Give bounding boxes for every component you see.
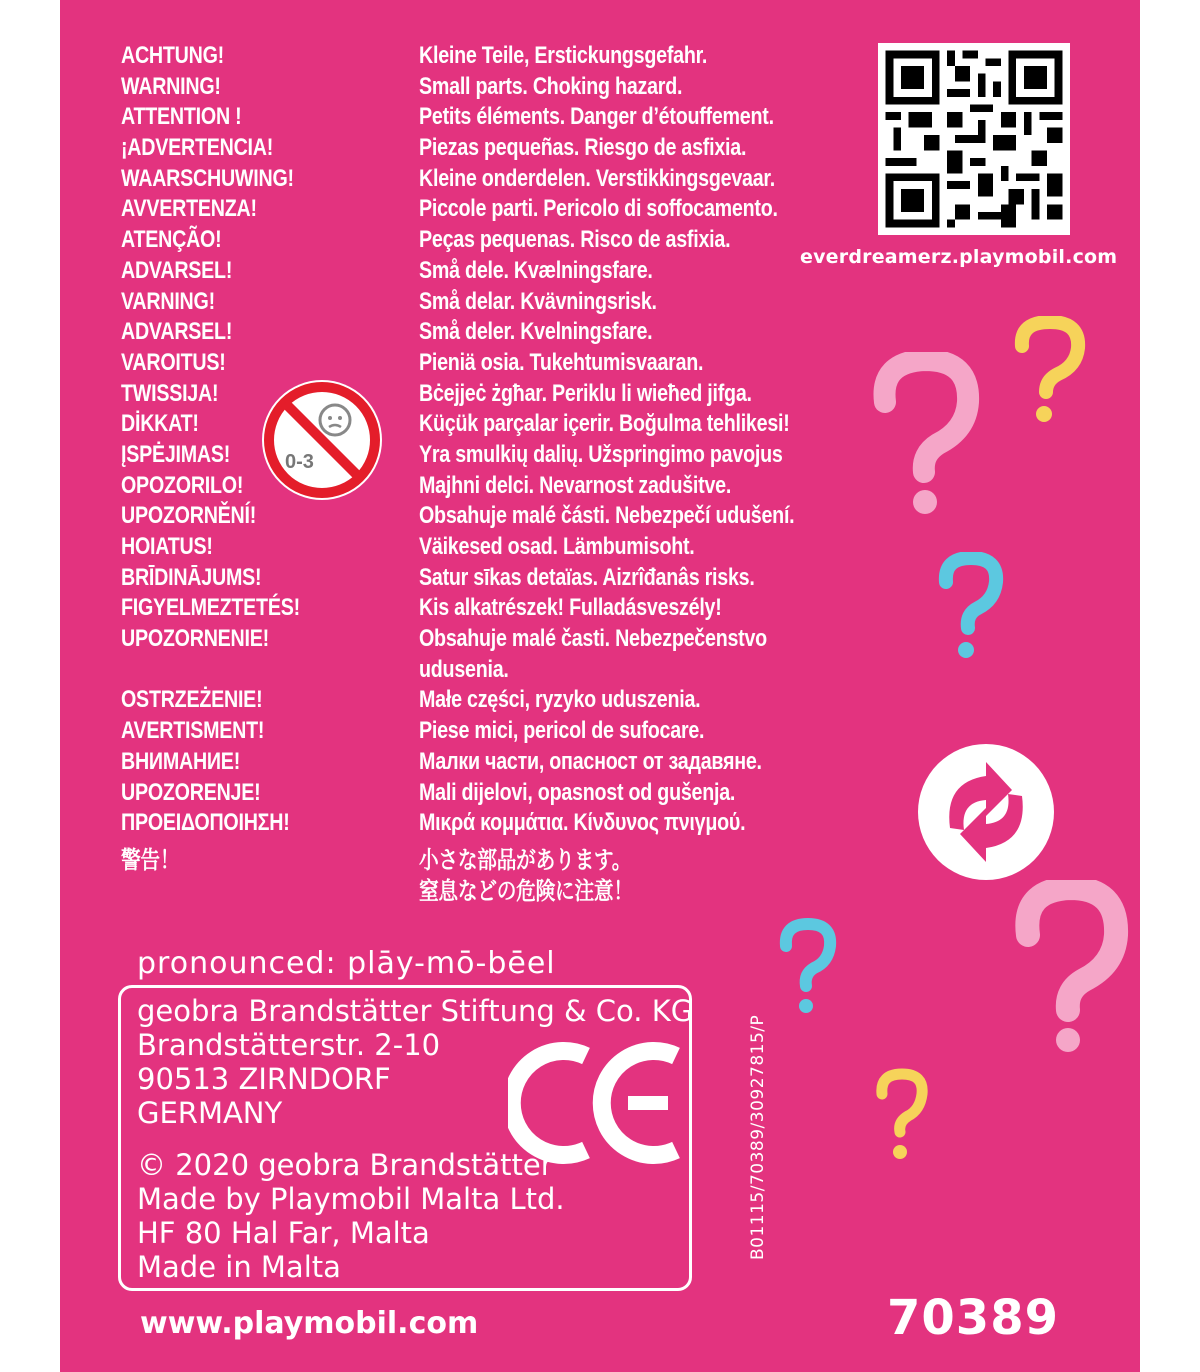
warning-word: DİKKAT! bbox=[121, 410, 199, 438]
warning-word: ATENÇÃO! bbox=[121, 226, 222, 254]
question-mark-icon bbox=[776, 918, 840, 1018]
warning-word: VARNING! bbox=[121, 287, 215, 315]
warning-word: ĮSPĖJIMAS! bbox=[121, 440, 231, 468]
warning-word: ВНИМАНИЕ! bbox=[121, 747, 241, 775]
age-label: 0-3 bbox=[285, 451, 314, 473]
warning-text: Majhni delci. Nevarnost zadušitve. bbox=[419, 471, 732, 499]
warning-text: Küçük parçalar içerir. Boğulma tehlikesi! bbox=[419, 410, 790, 438]
warning-word: BRĪDINĀJUMS! bbox=[121, 563, 262, 591]
not-for-children-under-3-icon bbox=[260, 378, 384, 502]
warning-word: UPOZORENJE! bbox=[121, 778, 261, 806]
warning-text: Peças pequenas. Risco de asfixia. bbox=[419, 226, 731, 254]
warning-word: ACHTUNG! bbox=[121, 42, 224, 69]
warning-text: Kleine Teile, Erstickungsgefahr. bbox=[419, 42, 708, 69]
warning-text: Piccole parti. Pericolo di soffocamento. bbox=[419, 195, 778, 223]
warning-text: Små delar. Kvävningsrisk. bbox=[419, 287, 657, 315]
address-line: GERMANY bbox=[137, 1096, 283, 1130]
warning-text: Pieniä osia. Tukehtumisvaaran. bbox=[419, 348, 704, 376]
warning-word: ADVARSEL! bbox=[121, 318, 233, 346]
ce-mark-icon bbox=[508, 1038, 688, 1168]
warning-word: AVVERTENZA! bbox=[121, 195, 257, 223]
warning-word: TWISSIJA! bbox=[121, 379, 219, 407]
question-mark-icon bbox=[1010, 880, 1130, 1060]
warning-text: Kleine onderdelen. Verstikkingsgevaar. bbox=[419, 164, 775, 192]
warning-text: Mali dijelovi, opasnost od gušenja. bbox=[419, 778, 736, 806]
pronunciation-text: pronounced: plāy-mō-bēel bbox=[137, 946, 556, 981]
warning-word: OSTRZEŻENIE! bbox=[121, 686, 263, 714]
everdreamerz-website-link[interactable]: everdreamerz.playmobil.com bbox=[800, 246, 1118, 268]
warning-text: Små dele. Kvælningsfare. bbox=[419, 256, 653, 284]
copyright-line: HF 80 Hal Far, Malta bbox=[137, 1216, 430, 1250]
warning-word: WAARSCHUWING! bbox=[121, 164, 294, 192]
green-dot-recycling-icon bbox=[916, 742, 1056, 882]
warning-text: udusenia. bbox=[419, 655, 509, 683]
warning-text: Малки части, опасност от задавяне. bbox=[419, 747, 762, 775]
warning-text: Małe części, ryzyko uduszenia. bbox=[419, 686, 701, 714]
warning-text: Väikesed osad. Lämbumisoht. bbox=[419, 533, 695, 560]
question-mark-icon bbox=[870, 352, 980, 522]
warning-word: ATTENTION ! bbox=[121, 103, 242, 131]
warning-word: WARNING! bbox=[121, 72, 221, 100]
address-line: Brandstätterstr. 2-10 bbox=[137, 1028, 441, 1062]
warning-text: 窒息などの危険に注意！ bbox=[419, 877, 633, 905]
warning-word: 警告！ bbox=[121, 846, 180, 874]
copyright-line: Made by Playmobil Malta Ltd. bbox=[137, 1182, 565, 1216]
article-number: 70389 bbox=[887, 1290, 1059, 1346]
warning-text: 小さな部品があります。 bbox=[419, 846, 632, 874]
warning-text: Μικρά κομμάτια. Κίνδυνος πνιγμού. bbox=[419, 809, 746, 837]
warning-text: Kis alkatrészek! Fulladásveszély! bbox=[419, 594, 722, 622]
warning-word: VAROITUS! bbox=[121, 348, 226, 376]
warning-word: FIGYELMEZTETÉS! bbox=[121, 594, 300, 622]
warning-text: Piese mici, pericol de sufocare. bbox=[419, 717, 705, 745]
question-mark-icon bbox=[872, 1068, 932, 1164]
copyright-line: Made in Malta bbox=[137, 1250, 341, 1284]
warning-text: Obsahuje malé časti. Nebezpečenstvo bbox=[419, 625, 767, 653]
copyright-line: © 2020 geobra Brandstätter bbox=[137, 1148, 553, 1182]
warning-word: HOIATUS! bbox=[121, 533, 213, 560]
qr-code-icon[interactable] bbox=[878, 43, 1070, 235]
warning-text: Obsahuje malé části. Nebezpečí udušení. bbox=[419, 502, 795, 530]
warning-text: Piezas pequeñas. Riesgo de asfixia. bbox=[419, 134, 747, 162]
warning-text: Yra smulkių dalių. Užspringimo pavojus bbox=[419, 440, 783, 468]
address-line: 90513 ZIRNDORF bbox=[137, 1062, 391, 1096]
warning-text: Små deler. Kvelningsfare. bbox=[419, 318, 653, 346]
warning-word: OPOZORILO! bbox=[121, 471, 244, 499]
warning-text: Satur sīkas detaïas. Aizrîđanâs risks. bbox=[419, 563, 755, 591]
warning-text: Petits éléments. Danger d’étouffement. bbox=[419, 103, 774, 131]
question-mark-icon bbox=[936, 552, 1006, 664]
warning-word: ADVARSEL! bbox=[121, 256, 233, 284]
question-mark-icon bbox=[1010, 316, 1090, 426]
address-line: geobra Brandstätter Stiftung & Co. KG bbox=[137, 994, 694, 1028]
playmobil-website-link[interactable]: www.playmobil.com bbox=[140, 1306, 479, 1341]
warning-text: Small parts. Choking hazard. bbox=[419, 72, 683, 100]
warning-word: AVERTISMENT! bbox=[121, 717, 265, 745]
warning-word: UPOZORNĚNÍ! bbox=[121, 502, 257, 530]
warning-word: ΠΡΟΕΙΔΟΠΟΙΗΣΗ! bbox=[121, 809, 290, 837]
warning-text: Bċejjeċ żgħar. Periklu li wieħed jifga. bbox=[419, 379, 752, 407]
packaging-code: B01115/70389/30927815/P bbox=[748, 1014, 768, 1260]
warning-word: ¡ADVERTENCIA! bbox=[121, 134, 274, 162]
warning-word: UPOZORNENIE! bbox=[121, 625, 269, 653]
